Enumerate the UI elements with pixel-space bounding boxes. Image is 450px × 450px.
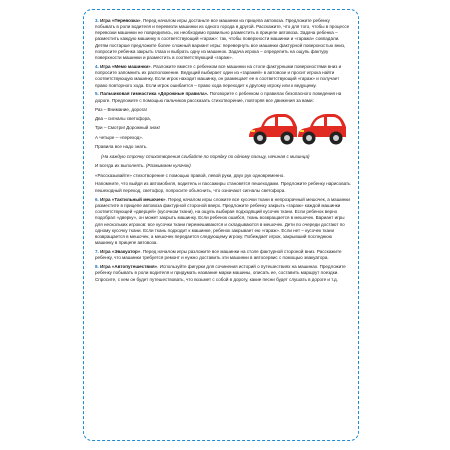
- section-number: 4.: [95, 63, 99, 69]
- section-text: Поговорите с ребенком о правилах безопасного поведения на дороге. Предложите с помощью пальчиков рассказать стихотворение, повторяя все движения за вами:: [95, 91, 342, 103]
- section-7: 7. Игра «Эвакуатор». Перед началом игры разложите все машинки на столе фактурной стороной вниз. Расскажите ребенку, что машинки требуется ремонт и нужно доставить эти машинки в автосервис с помощью эвакуатора.: [95, 249, 342, 261]
- section-number: 8.: [95, 264, 99, 270]
- section-text: Перед началом игры сложите все кусочки ткани в непрозрачный мешочек, а машинки разместите в прицепе автовоза фактурной стороной вверх. Предложите ребенку закрыть «гараж» каждой машинки соответствующей «дверцей» (кусочком ткани), на ощупь выбирая подходящий кусочек ткани. Если ребенок верно подобрал «дверку», он может закрыть машинку. Если ребенок ошибся, ткань возвращается в мешочек. Вариант игры для нескольких игроков: все кусочки ткани перемешиваются и складываются в мешочек. Дети по очереди достают по одному кусочку ткани. Если ткань подходит к машинке, ребенок закрывает ею «гараж». Если нет – кусочек ткани возвращается в мешочек, а мешочек передается следующему игроку. Побеждает игрок, закрывший последнюю машинку в прицепе автовоза.: [95, 196, 350, 246]
- poem-line: Раз – Внимание, дорога!: [95, 106, 147, 112]
- section-number: 3.: [95, 17, 99, 23]
- poem-line: Три – Смотри! Дорожный знак!: [95, 125, 160, 131]
- section-title-prefix: Игра: [100, 17, 111, 23]
- section-title-prefix: Игра: [100, 249, 111, 255]
- section-text: Перед началом игры разложите все машинки на столе фактурной стороной вниз. Расскажите ребенку, что машинки требуется ремонт и нужно доставить эти машинки в автосервис с помощью эвакуатора.: [95, 249, 342, 261]
- section-number: 7.: [95, 249, 99, 255]
- section-title: «Автопутешествия»: [111, 264, 158, 270]
- instructions-content: [95, 16, 351, 436]
- poem-line: А четыре – «переход».: [95, 134, 144, 140]
- section-title: «Перевозка»: [111, 17, 141, 23]
- section-text: Напомните, что выйдя из автомобиля, водитель и пассажиры становятся пешеходами. Предложите ребенку нарисовать пешеходный переход, светофор, попросите объяснить, что означают сигналы светофора.: [95, 181, 351, 193]
- poem-line: И всегда их выполнять.: [95, 163, 145, 169]
- section-6: 6. Игра «Тактильный мешочек». Перед началом игры сложите все кусочки ткани в непрозрачный мешочек, а машинки разместите в прицепе автовоза фактурной стороной вверх. Предложите ребенку закрыть «гараж» каждой машинки соответствующей «дверцей» (кусочком ткани), на ощупь выбирая подходящий кусочек ткани. Если ребенок верно подобрал «дверку», он может закрыть машинку. Если ребенок ошибся, ткань возвращается в мешочек. Вариант игры для нескольких игроков: все кусочки ткани перемешиваются и складываются в мешочек. Дети по очереди достают по одному кусочку ткани. Если ткань подходит к машинке, ребенок закрывает ею «гараж». Если нет – кусочек ткани возвращается в мешочек, а мешочек передается следующему игроку. Побеждает игрок, закрывший последнюю машинку в прицепе автовоза.: [95, 196, 350, 246]
- cars-illustration: [245, 103, 349, 151]
- section-text: Используйте фигурки для сочинения историй о путешествиях на машинах. Предложите ребенку побывать в роли водителя и придумать название марки машины, описать ее, составить маршрут поездки. Спросите, с кем он будет путешествовать, что возьмет с собой в дорогу, какие песни будет слушать в дороге и т.д.: [95, 264, 346, 282]
- section-4: 4. Игра «Мемо машинки». Разложите вместе с ребенком все машинки на столе фактурными поверхностями вниз и попросите запомнить их расположение. Ведущий выбирает один из «гаражей» в автовозе и просит игрока найти соответствующую машинку. Если игрок находит машинку, он размещает ее в соответствующий «гараж» и получает право повторного хода. Если игрок ошибается – право хода переходит к другому игроку или к ведущему.: [95, 63, 342, 88]
- section-number: 6.: [95, 196, 99, 202]
- poem-block: [95, 107, 351, 170]
- section-title: «Эвакуатор»: [111, 249, 141, 255]
- section-text: «Рассказывайте» стихотворение с помощью правой, левой руки, двух рук одновременно.: [95, 172, 285, 178]
- section-8: 8. Игра «Автопутешествия». Используйте фигурки для сочинения историй о путешествиях на машинах. Предложите ребенку побывать в роли водителя и придумать название марки машины, описать ее, составить маршрут поездки. Спросите, с кем он будет путешествовать, что возьмет с собой в дорогу, какие песни будет слушать в дороге и т.д.: [95, 264, 346, 282]
- section-number: 5.: [95, 91, 99, 97]
- section-text: Разложите вместе с ребенком все машинки на столе фактурными поверхностями вниз и попросите запомнить их расположение. Ведущий выбирает один из «гаражей» в автовозе и просит игрока найти соответствующую машинку. Если игрок находит машинку, он размещает ее в соответствующий «гараж» и получает право повторного хода. Если игрок ошибается – право хода переходит к другому игроку или к ведущему.: [95, 63, 342, 88]
- section-title: «Мемо машинки»: [111, 63, 151, 69]
- poem-line: Правила все надо знать.: [95, 144, 148, 150]
- section-title-prefix: Игра: [100, 63, 111, 69]
- section-title-prefix: Игра: [100, 264, 111, 270]
- section-text: Перед началом игры достаньте все машинки из прицепа автовоза. Предложите ребенку побывать в роли водителя и перевезти машинки из одного города в другой. Расскажите, что для того, чтобы в процессе перевозки машинки не повредились, их необходимо правильно разместить в прицепе автовоза. Задача ребенка – разместить каждую машинку в соответствующий «гараж»: так, чтобы поверхности машинки и «гаража» совпадали. Детям постарше предложите более сложный вариант игры: перевернуть все машинки фактурной поверхностью вниз, попросите ребенка закрыть глаза и выбрать одну из машинок. Задача игрока – определить на ощупь фактуру поверхности машинки и разместить в соответствующий «гараж».: [95, 17, 350, 60]
- poem-last-line: [95, 163, 351, 169]
- section-title-prefix: Игра: [100, 196, 111, 202]
- section-title: Пальчиковая гимнастика «Дорожные правила».: [100, 91, 209, 97]
- red-car-icon: [298, 114, 346, 145]
- poem-line: Два – сигналы светофора,: [95, 115, 151, 121]
- section-title: «Тактильный мешочек»: [111, 196, 166, 202]
- poem-last-note: (Разжимаем кулачок): [145, 163, 191, 169]
- red-car-icon: [249, 114, 297, 145]
- poem-note: (На каждую строчку стихотворения сгибайте по порядку по одному пальцу, начиная с мизинца): [101, 153, 310, 159]
- section-3: 3. Игра «Перевозка». Перед началом игры достаньте все машинки из прицепа автовоза. Предложите ребенку побывать в роли водителя и перевезти машинки из одного города в другой. Расскажите, что для того, чтобы в процессе перевозки машинки не повредились, их необходимо правильно разместить в прицепе автовоза. Задача ребенка – разместить каждую машинку в соответствующий «гараж»: так, чтобы поверхности машинки и «гаража» совпадали. Детям постарше предложите более сложный вариант игры: перевернуть все машинки фактурной поверхностью вниз, попросите ребенка закрыть глаза и выбрать одну из машинок. Задача игрока – определить на ощупь фактуру поверхности машинки и разместить в соответствующий «гараж».: [95, 17, 350, 60]
